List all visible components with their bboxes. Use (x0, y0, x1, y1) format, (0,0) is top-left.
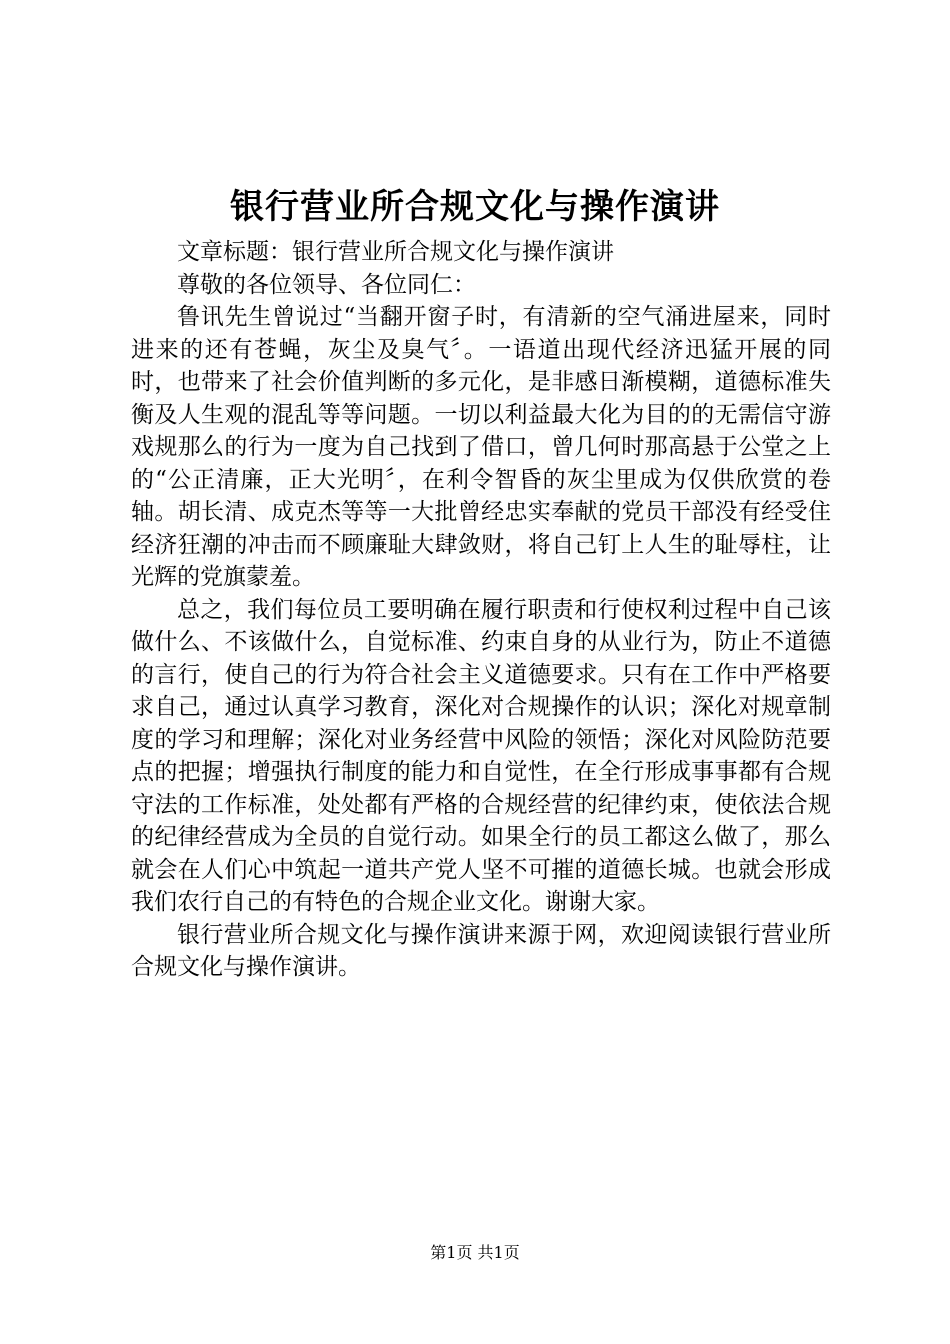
paragraph-body: 总之，我们每位员工要明确在履行职责和行使权利过程中自己该做什么、不该做什么，自觉标准、约束自身的从业行为，防止不道德的言行，使自己的行为符合社会主义道德要求。只有在工作中严格要求自己，通过认真学习教育，深化对合规操作的认识；深化对规章制度的学习和理解；深化对业务经营中风险的领悟；深化对风险防范要点的把握；增强执行制度的能力和自觉性，在全行形成事事都有合规守法的工作标准，处处都有严格的合规经营的纪律约束，使依法合规的纪律经营成为全员的自觉行动。如果全行的员工都这么做了，那么就会在人们心中筑起一道共产党人坚不可摧的道德长城。也就会形成我们农行自己的有特色的合规企业文化。谢谢大家。 (131, 596, 831, 915)
paragraph-body: 鲁讯先生曾说过“当翻开窗子时，有清新的空气涌进屋来，同时进来的还有苍蝇，灰尘及臭气〞。一语道出现代经济迅猛开展的同时，也带来了社会价值判断的多元化，是非感日渐模糊，道德标准失衡及人生观的混乱等等问题。一切以利益最大化为目的的无需信守游戏规那么的行为一度为自己找到了借口，曾几何时那高悬于公堂之上的“公正清廉，正大光明〞，在利令智昏的灰尘里成为仅供欣赏的卷轴。胡长清、成克杰等等一大批曾经忠实奉献的党员干部没有经受住经济狂潮的冲击而不顾廉耻大肆敛财，将自己钉上人生的耻辱柱，让光辉的党旗蒙羞。 (131, 304, 831, 590)
document-title: 银行营业所合规文化与操作演讲 (230, 187, 720, 227)
page-number-footer: 第1页 共1页 (430, 1243, 520, 1262)
document-body (131, 236, 831, 984)
paragraph-source-note: 银行营业所合规文化与操作演讲来源于网，欢迎阅读银行营业所合规文化与操作演讲。 (131, 921, 831, 980)
paragraph-salutation: 尊敬的各位领导、各位同仁： (177, 271, 476, 298)
paragraph-article-title: 文章标题：银行营业所合规文化与操作演讲 (177, 239, 614, 265)
